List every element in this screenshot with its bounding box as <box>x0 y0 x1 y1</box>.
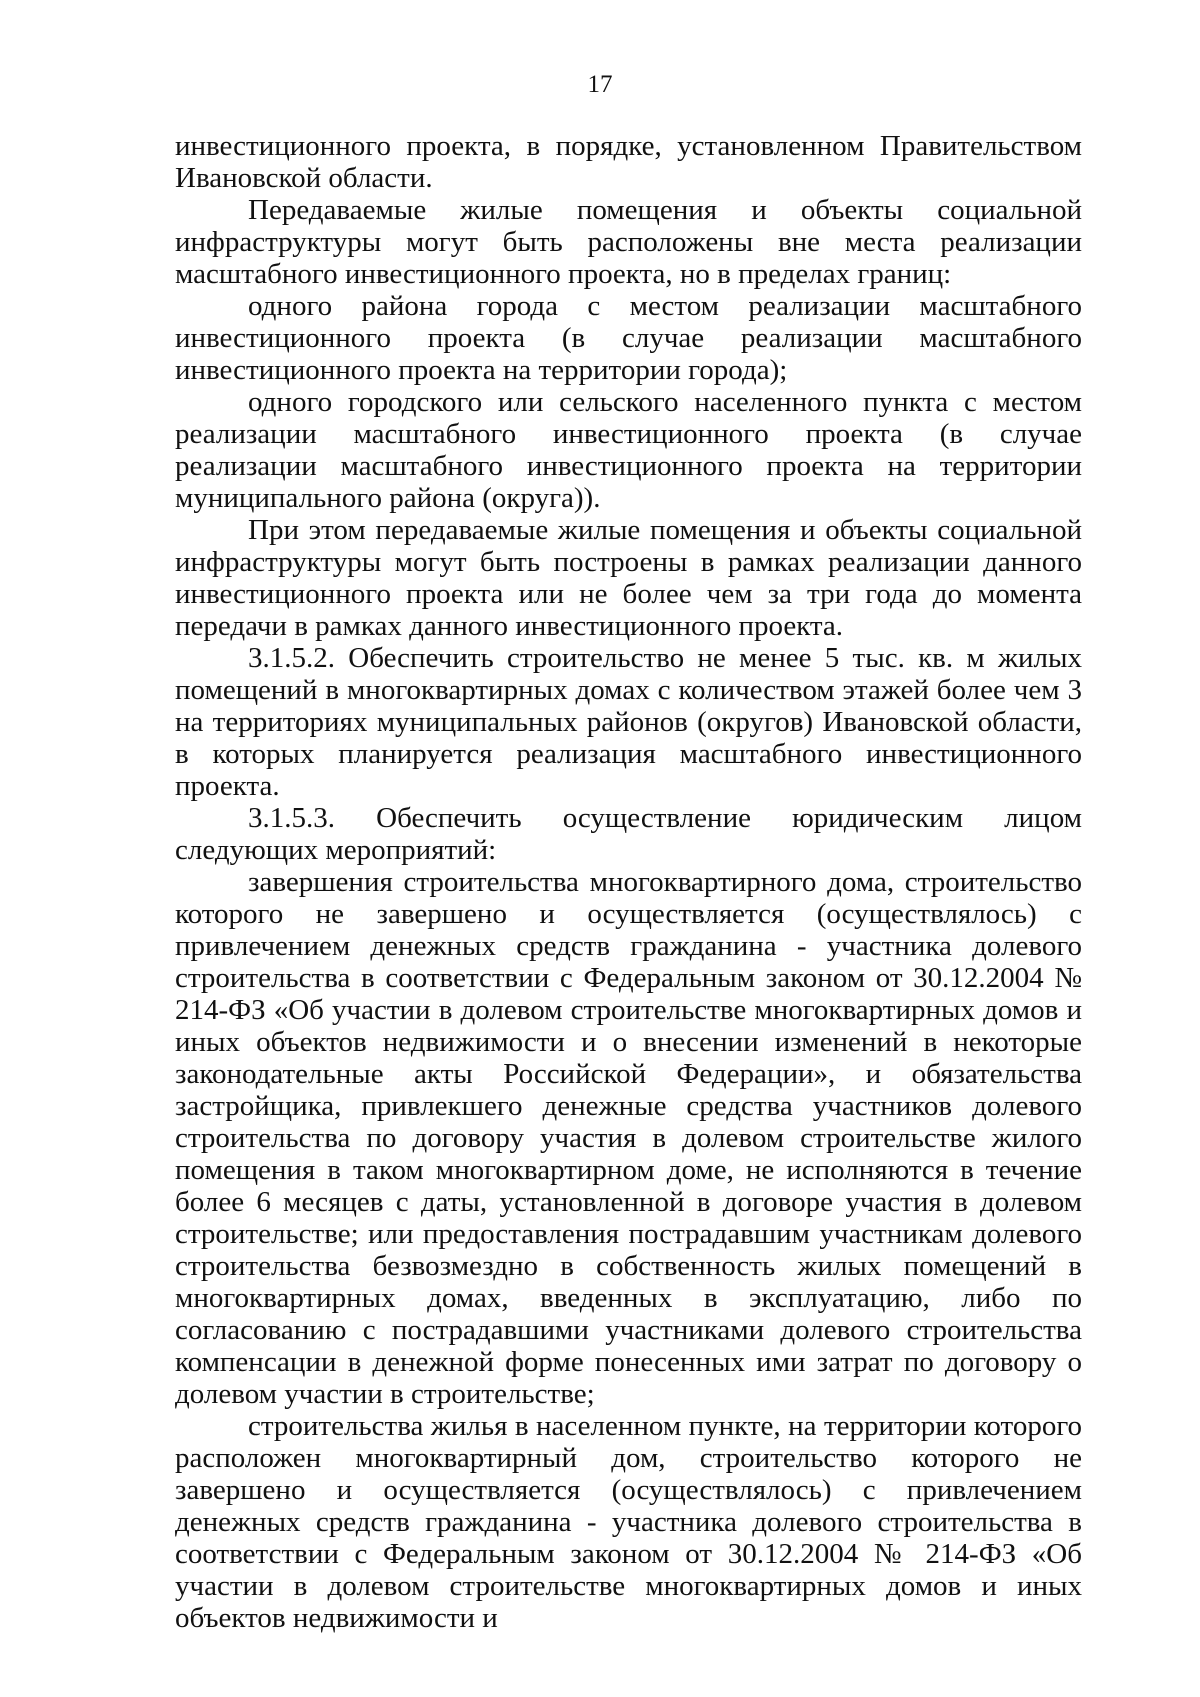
paragraph-completion-of-construction: завершения строительства многоквартирного дома, строительство которого не завершено и осуществляется (осуществлялось) с привлечением денежных средств гражданина - участника долевого строительства в соответствии с Федеральным законом от 30.12.2004 № 214-ФЗ «Об участии в долевом строительстве многоквартирных домов и иных объектов недвижимости и о внесении изменений в некоторые законодательные акты Российской Федерации», и обязательства застройщика, привлекшего денежные средства участников долевого строительства по договору участия в долевом строительстве жилого помещения в таком многоквартирном доме, не исполняются в течение более 6 месяцев с даты, установленной в договоре участия в долевом строительстве; или предоставления пострадавшим участникам долевого строительства безвозмездно в собственность жилых помещений в многоквартирных домах, введенных в эксплуатацию, либо по согласованию с пострадавшими участниками долевого строительства компенсации в денежной форме понесенных ими затрат по договору о долевом участии в строительстве; <box>175 866 1082 1410</box>
paragraph-continuation: инвестиционного проекта, в порядке, установленном Правительством Ивановской области. <box>175 130 1082 194</box>
paragraph-construction-period: При этом передаваемые жилые помещения и объекты социальной инфраструктуры могут быть построены в рамках реализации данного инвестиционного проекта или не более чем за три года до момента передачи в рамках данного инвестиционного проекта. <box>175 514 1082 642</box>
page-number: 17 <box>587 71 613 98</box>
paragraph-city-district: одного района города с местом реализации масштабного инвестиционного проекта (в случае реализации масштабного инвестиционного проекта на территории города); <box>175 290 1082 386</box>
paragraph-social-infrastructure: Передаваемые жилые помещения и объекты социальной инфраструктуры могут быть расположены вне места реализации масштабного инвестиционного проекта, но в пределах границ: <box>175 194 1082 290</box>
paragraph-settlement: одного городского или сельского населенного пункта с местом реализации масштабного инвестиционного проекта (в случае реализации масштабного инвестиционного проекта на территории муниципального района (округа)). <box>175 386 1082 514</box>
document-body <box>175 130 1082 1634</box>
paragraph-3-1-5-2: 3.1.5.2. Обеспечить строительство не менее 5 тыс. кв. м жилых помещений в многоквартирных домах с количеством этажей более чем 3 на территориях муниципальных районов (округов) Ивановской области, в которых планируется реализация масштабного инвестиционного проекта. <box>175 642 1082 802</box>
paragraph-3-1-5-3: 3.1.5.3. Обеспечить осуществление юридическим лицом следующих мероприятий: <box>175 802 1082 866</box>
paragraph-housing-construction: строительства жилья в населенном пункте, на территории которого расположен многоквартирный дом, строительство которого не завершено и осуществляется (осуществлялось) с привлечением денежных средств гражданина - участника долевого строительства в соответствии с Федеральным законом от 30.12.2004 № 214-ФЗ «Об участии в долевом строительстве многоквартирных домов и иных объектов недвижимости и <box>175 1410 1082 1634</box>
